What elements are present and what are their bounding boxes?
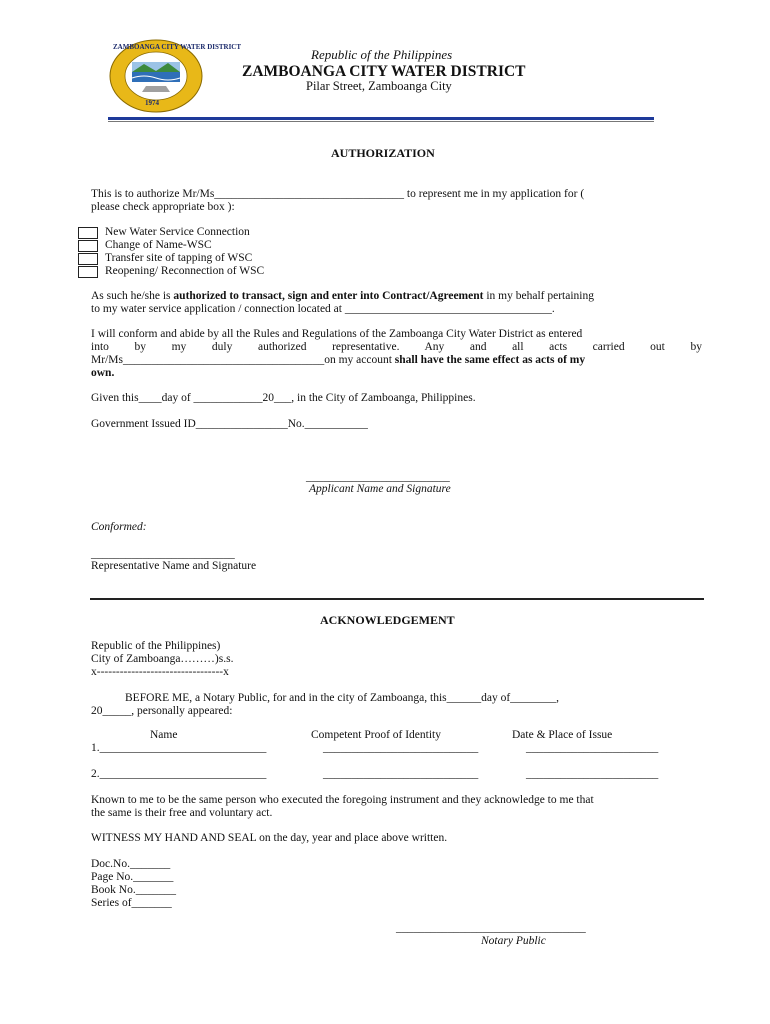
- checkbox-new-connection[interactable]: [78, 227, 98, 239]
- checkbox-change-name[interactable]: [78, 240, 98, 252]
- authority-pre: As such he/she is: [91, 290, 174, 302]
- conform-line-4: own.: [91, 367, 115, 379]
- republic-heading: Republic of the Philippines: [311, 47, 453, 62]
- applicant-signature-line: _________________________: [306, 471, 450, 483]
- column-header-name: Name: [150, 729, 178, 741]
- column-header-proof: Competent Proof of Identity: [311, 729, 441, 741]
- known-line-1: Known to me to be the same person who executed the foregoing instrument and they acknowledge to me that: [91, 794, 594, 806]
- given-line: Given this____day of ____________20___, in the City of Zamboanga, Philippines.: [91, 392, 476, 404]
- conform-line-2: into by my duly authorized representative. Any and all acts carried out by: [91, 341, 702, 353]
- row-2-proof: ___________________________: [323, 768, 479, 780]
- conform-line-3-bold: shall have the same effect as acts of my: [394, 354, 586, 366]
- notary-public-label: Notary Public: [481, 935, 546, 947]
- row-2-date: _______________________: [526, 768, 659, 780]
- column-header-date: Date & Place of Issue: [512, 729, 613, 741]
- representative-signature-label: Representative Name and Signature: [91, 560, 257, 572]
- authority-paragraph-line-2: to my water service application / connection located at ____________________________________.: [91, 303, 555, 315]
- logo-year: 1974: [145, 99, 159, 107]
- authorization-title: AUTHORIZATION: [331, 146, 435, 160]
- acknowledgement-title: ACKNOWLEDGEMENT: [320, 613, 455, 627]
- intro-line-1: This is to authorize Mr/Ms_________________________________ to represent me in my application for (: [91, 188, 585, 200]
- page-no: Page No._______: [91, 871, 174, 883]
- header-rule: [108, 117, 654, 120]
- option-change-name: Change of Name-WSC: [105, 239, 212, 251]
- applicant-signature-label: Applicant Name and Signature: [309, 483, 451, 495]
- conformed-label: Conformed:: [91, 521, 147, 533]
- conform-line-3-pre: Mr/Ms___________________________________on my account: [91, 354, 395, 366]
- option-reopening: Reopening/ Reconnection of WSC: [105, 265, 265, 277]
- org-address: Pilar Street, Zamboanga City: [306, 79, 452, 93]
- witness-line: WITNESS MY HAND AND SEAL on the day, year and place above written.: [91, 832, 448, 844]
- conform-line-3: [91, 354, 585, 367]
- checkbox-transfer-site[interactable]: [78, 253, 98, 265]
- row-1-proof: ___________________________: [323, 742, 479, 754]
- row-1-name: 1._____________________________: [91, 742, 267, 754]
- authority-bold: authorized to transact, sign and enter into Contract/Agreement: [173, 290, 484, 302]
- checkbox-reopening[interactable]: [78, 266, 98, 278]
- book-no: Book No._______: [91, 884, 176, 896]
- venue-line-2: City of Zamboanga………)s.s.: [91, 653, 234, 665]
- section-divider: [90, 598, 704, 600]
- header-rule-thin: [108, 121, 654, 122]
- known-line-2: the same is their free and voluntary act.: [91, 807, 273, 819]
- intro-line-2: please check appropriate box ):: [91, 201, 235, 213]
- doc-no: Doc.No._______: [91, 858, 171, 870]
- row-1-date: _______________________: [526, 742, 659, 754]
- before-me-line-2: 20_____, personally appeared:: [91, 705, 233, 717]
- venue-line-1: Republic of the Philippines): [91, 640, 221, 652]
- series-of: Series of_______: [91, 897, 172, 909]
- before-me-line-1: BEFORE ME, a Notary Public, for and in the city of Zamboanga, this______day of________,: [125, 692, 560, 704]
- option-transfer-site: Transfer site of tapping of WSC: [105, 252, 253, 264]
- venue-line-3: x---------------------------------x: [91, 666, 229, 678]
- org-name: ZAMBOANGA CITY WATER DISTRICT: [242, 63, 526, 80]
- authority-post: in my behalf pertaining: [483, 290, 594, 302]
- logo-text: ZAMBOANGA CITY WATER DISTRICT: [113, 43, 242, 51]
- gov-id-line: Government Issued ID________________No.___________: [91, 418, 368, 430]
- representative-signature-line: _________________________: [91, 548, 235, 560]
- conform-line-1: I will conform and abide by all the Rules and Regulations of the Zamboanga City Water District as entered: [91, 328, 583, 340]
- authority-paragraph-line-1: [91, 290, 594, 303]
- notary-signature-line: _________________________________: [396, 922, 586, 934]
- row-2-name: 2._____________________________: [91, 768, 267, 780]
- option-new-connection: New Water Service Connection: [105, 226, 250, 238]
